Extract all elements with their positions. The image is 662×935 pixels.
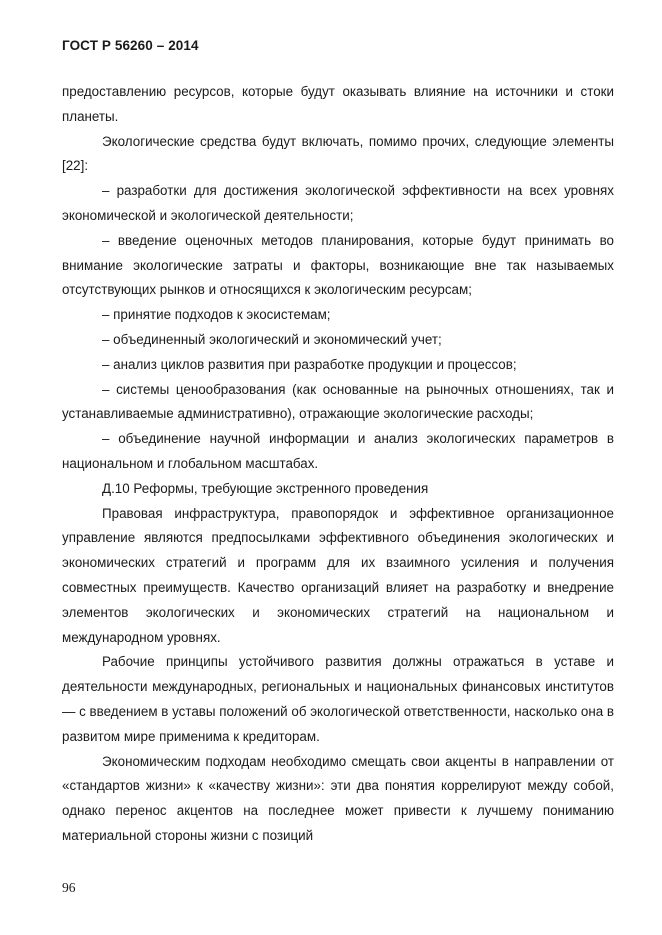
standard-header: ГОСТ Р 56260 – 2014	[62, 38, 199, 53]
list-item: – принятие подходов к экосистемам;	[102, 307, 331, 323]
list-item: – объединение научной информации и анализ экологических параметров в национальном и глобальном масштабах.	[62, 431, 614, 471]
list-item: – системы ценообразования (как основанные на рыночных отношениях, так и устанавливаемые административно), отражающие экологические расходы;	[62, 381, 614, 422]
list-item: – разработки для достижения экологической эффективности на всех уровнях экономической и экологической деятельности;	[62, 183, 614, 223]
list-item: – объединенный экологический и экономический учет;	[102, 331, 442, 347]
list-item: – анализ циклов развития при разработке продукции и процессов;	[102, 356, 517, 372]
paragraph-economic-approaches: Экономическим подходам необходимо смещать свои акценты в направлении от «стандартов жизни» к «качеству жизни»: эти два понятия коррелируют между собой, однако перенос акцентов на последнее может привести к лучшему пониманию материальной стороны жизни с позиций	[62, 753, 614, 843]
paragraph-working-principles: Рабочие принципы устойчивого развития должны отражаться в уставе и деятельности международных, региональных и национальных финансовых институтов — с введением в уставы положений об экологической ответственности, насколько она в развитом мире применима к кредиторам.	[62, 654, 615, 744]
list-item: – введение оценочных методов планирования, которые будут принимать во внимание экологические затраты и факторы, возникающие вне так называемых отсутствующих рынков и относящихся к экологическим ресурсам;	[62, 232, 614, 298]
page-number: 96	[62, 880, 76, 895]
paragraph-eco-tools-intro: Экологические средства будут включать, помимо прочих, следующие элементы [22]:	[62, 133, 614, 174]
paragraph-continuation: предоставлению ресурсов, которые будут оказывать влияние на источники и стоки планеты.	[62, 84, 614, 124]
paragraph-legal-infrastructure: Правовая инфраструктура, правопорядок и эффективное организационное управление являются предпосылками эффективного объединения экологических и экономических стратегий и программ для их взаимного усиления и получения совместных преимуществ. Качество организаций влияет на разработку и внедрение элементов экологических и экономических стратегий на национальном и международном уровнях.	[62, 505, 614, 645]
body-text	[62, 80, 614, 849]
section-heading: Д.10 Реформы, требующие экстренного проведения	[102, 480, 429, 496]
